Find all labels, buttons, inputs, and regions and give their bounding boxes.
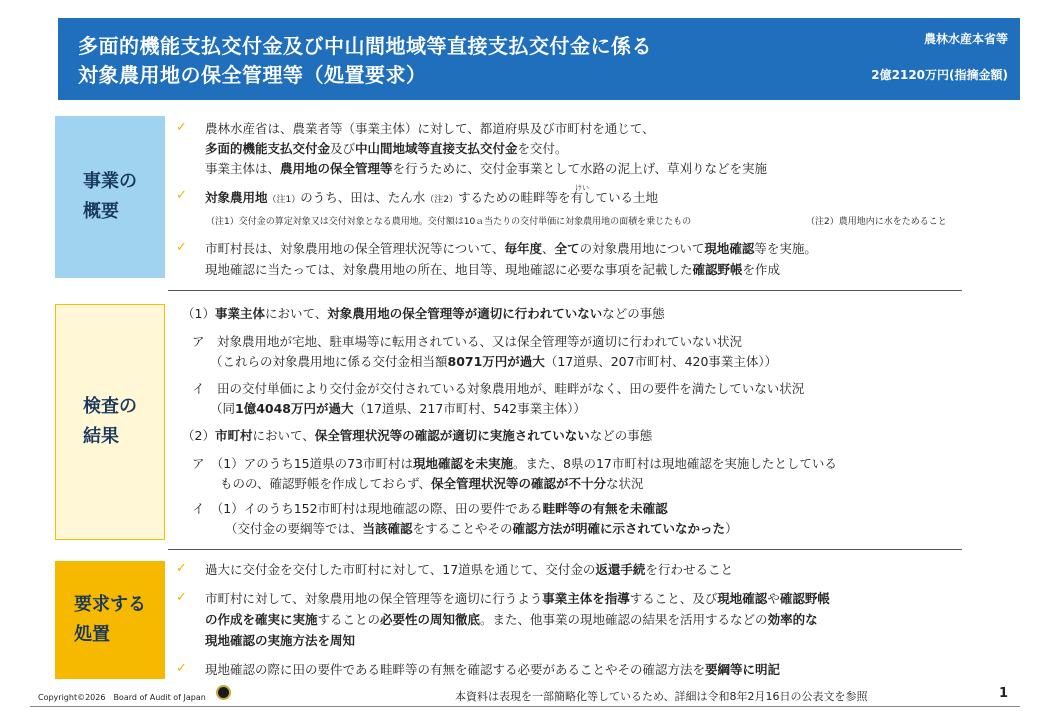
check-icon: ✓ [176, 240, 187, 255]
measures-label-line1: 要求する [74, 594, 146, 615]
board-seal-icon [216, 685, 231, 700]
check-icon: ✓ [176, 590, 187, 605]
page-title [78, 32, 652, 90]
check-icon: ✓ [176, 120, 187, 135]
results-line-3: （これらの対象農用地に係る交付金相当額8071万円が過大（17道県、207市町村、420事業主体）） [210, 354, 778, 369]
results-label [55, 304, 165, 540]
results-label-line1: 検査の [83, 396, 137, 417]
results-line-4: イ 田の交付単価により交付金が交付されている対象農用地が、畦畔がなく、田の要件を満たしていない状況 [192, 381, 805, 396]
results-line-10: （交付金の要綱等では、当該確認をすることやその確認方法が明確に示されていなかった） [225, 521, 738, 536]
results-line-8: ものの、確認野帳を作成しておらず、保全管理状況等の確認が不十分な状況 [220, 476, 644, 491]
results-line-6: （2）市町村において、保全管理状況等の確認が適切に実施されていないなどの事態 [182, 428, 653, 443]
divider [168, 290, 962, 291]
measures-line-2: 市町村に対して、対象農用地の保全管理等を適切に行うよう事業主体を指導すること、及び現地確認や確認野帳 [205, 591, 830, 606]
note-1: （注1）交付金の算定対象又は交付対象となる農用地。交付額は10ａ当たりの交付単価に対象農用地の面積を乗じたもの [206, 217, 692, 227]
footer-divider [30, 706, 1020, 707]
title-line-2: 対象農用地の保全管理等（処置要求） [78, 63, 427, 87]
overview-line-3: 事業主体は、農用地の保全管理等を行うために、交付金事業として水路の泥上げ、草刈りなどを実施 [205, 161, 768, 176]
overview-line-5: 市町村長は、対象農用地の保全管理状況等について、毎年度、全ての対象農用地について現地確認等を実施。 [205, 241, 817, 256]
results-line-1: （1）事業主体において、対象農用地の保全管理等が適切に行われていないなどの事態 [182, 306, 665, 321]
overview-line-2: 多面的機能支払交付金及び中山間地域等直接支払交付金を交付。 [205, 141, 568, 156]
copyright: Copyright©2026 Board of Audit of Japan [38, 693, 206, 702]
overview-line-1: 農林水産省は、農業者等（事業主体）に対して、都道府県及び市町村を通じて、 [205, 121, 655, 136]
results-label-line2: 結果 [83, 426, 119, 447]
results-line-5: （同1億4048万円が過大（17道県、217市町村、542事業主体）） [210, 401, 586, 416]
measures-line-4: 現地確認の実施方法を周知 [205, 633, 356, 648]
measures-line-5: 現地確認の際に田の要件である畦畔等の有無を確認する必要があることやその確認方法を要綱等に明記 [205, 662, 781, 677]
header-banner [58, 18, 1020, 100]
check-icon: ✓ [176, 561, 187, 576]
title-line-1: 多面的機能支払交付金及び中山間地域等直接支払交付金に係る [78, 34, 652, 58]
results-line-2: ア 対象農用地が宅地、駐車場等に転用されている、又は保全管理等が適切に行われていない状況 [192, 334, 743, 349]
note-2: （注2）農用地内に水をためること [806, 217, 947, 227]
overview-line-4: 対象農用地（注1）のうち、田は、たん水（注2）するための畦畔等を有している土地 [205, 190, 659, 205]
measures-line-3: の作成を確実に実施することの必要性の周知徹底。また、他事業の現地確認の結果を活用するなどの効率的な [205, 612, 818, 627]
overview-label-line2: 概要 [83, 201, 119, 222]
overview-label [55, 116, 165, 278]
results-line-9: イ （1）イのうち152市町村は現地確認の際、田の要件である畦畔等の有無を未確認 [192, 501, 668, 516]
divider [168, 549, 962, 550]
check-icon: ✓ [176, 188, 187, 203]
overview-line-6: 現地確認に当たっては、対象農用地の所在、地目等、現地確認に必要な事項を記載した確認野帳を作成 [205, 262, 781, 277]
ruby-kei: けい [575, 184, 589, 192]
indicated-amount: 2億2120万円(指摘金額) [871, 68, 1008, 82]
page-number: 1 [999, 686, 1009, 701]
footer-note: 本資料は表現を一部簡略化等しているため、詳細は令和8年2月16日の公表文を参照 [455, 690, 868, 703]
measures-label [55, 561, 165, 679]
measures-label-line2: 処置 [74, 624, 110, 645]
agency-name: 農林水産本省等 [923, 32, 1008, 46]
overview-label-line1: 事業の [83, 171, 137, 192]
results-line-7: ア （1）アのうち15道県の73市町村は現地確認を未実施。また、8県の17市町村は現地確認を実施したとしている [192, 456, 837, 471]
check-icon: ✓ [176, 661, 187, 676]
measures-line-1: 過大に交付金を交付した市町村に対して、17道県を通じて、交付金の返還手続を行わせること [205, 562, 733, 577]
